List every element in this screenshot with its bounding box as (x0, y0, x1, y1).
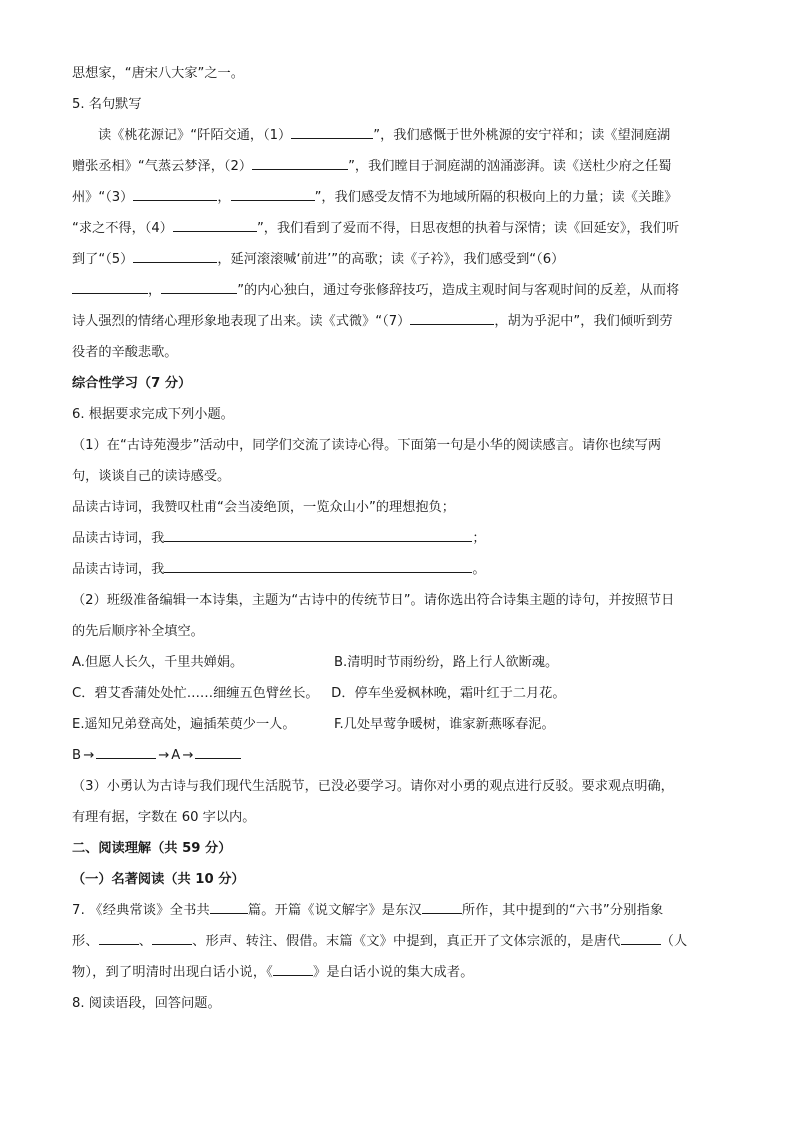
blank-6b[interactable] (161, 279, 237, 294)
blank-6a[interactable] (72, 279, 148, 294)
q7-blank-2[interactable] (422, 899, 462, 914)
q6-p3-line-2: 有理有据，字数在 60 字以内。 (72, 810, 256, 825)
q6-options-row-1 (72, 647, 722, 678)
q7-blank-4[interactable] (152, 930, 192, 945)
q6-p2-line-1: （2）班级准备编辑一本诗集，主题为“古诗中的传统节日”。请你选出符合诗集主题的诗句，并按照节日 (72, 593, 675, 608)
q7-line-2: 形、 、 、形声、转注、假借。末篇《文》中提到，真正开了文体宗派的，是唐代 （人 (72, 926, 722, 957)
option-a: A.但愿人长久，千里共婵娟。 (72, 655, 244, 670)
blank-3b[interactable] (231, 186, 315, 201)
q6-p3-line-1: （3）小勇认为古诗与我们现代生活脱节，已没必要学习。请你对小勇的观点进行反驳。要求观点明确， (72, 779, 674, 794)
q6-sequence: B → → A → (72, 740, 722, 771)
option-d: D．停车坐爱枫林晚，霜叶红于二月花。 (331, 686, 566, 701)
section-heading-reading: 二、阅读理解（共 59 分） (72, 841, 232, 856)
option-e: E.遥知兄弟登高处，遍插茱萸少一人。 (72, 717, 296, 732)
q5-line-8: 役者的辛酸悲歌。 (72, 345, 178, 360)
q7-line-3: 物），到了明清时出现白话小说，《 》是白话小说的集大成者。 (72, 957, 722, 988)
q6-options-row-2 (72, 678, 722, 709)
q7-blank-5[interactable] (621, 930, 661, 945)
arrow-icon: → (182, 748, 194, 763)
arrow-icon: → (83, 748, 95, 763)
sequence-blank-2[interactable] (195, 744, 241, 759)
section-heading-comprehensive: 综合性学习（7 分） (72, 376, 192, 391)
q5-title: 5. 名句默写 (72, 97, 142, 112)
blank-7[interactable] (410, 310, 494, 325)
q6-fill-1: 品读古诗词，我 ； (72, 523, 722, 554)
option-b: B.清明时节雨纷纷，路上行人欲断魂。 (334, 655, 559, 670)
q5-line-3: 州》“（3） ， ”，我们感受友情不为地域所隔的积极向上的力量；读《关雎》 (72, 182, 722, 213)
option-c: C．碧艾香蒲处处忙……细缠五色臂丝长。 (72, 686, 319, 701)
sequence-blank-1[interactable] (96, 744, 156, 759)
arrow-icon: → (158, 748, 170, 763)
q8-title: 8. 阅读语段，回答问题。 (72, 996, 221, 1011)
q4-tail: 思想家，“唐宋八大家”之一。 (72, 66, 244, 81)
q6-example: 品读古诗词，我赞叹杜甫“会当凌绝顶，一览众山小”的理想抱负； (72, 500, 455, 515)
q7-blank-6[interactable] (273, 961, 313, 976)
q7-blank-3[interactable] (99, 930, 139, 945)
blank-2[interactable] (252, 155, 348, 170)
q6-title: 6. 根据要求完成下列小题。 (72, 407, 234, 422)
q6-fill-2: 品读古诗词，我 。 (72, 554, 722, 585)
q6-options-row-3 (72, 709, 722, 740)
option-f: F.几处早莺争暖树，谁家新燕啄春泥。 (334, 717, 555, 732)
q5-line-5: 到了“（5） ，延河滚滚喊‘前进’”的高歌；读《子衿》，我们感受到“（6） (72, 244, 722, 275)
blank-5[interactable] (133, 248, 217, 263)
blank-4[interactable] (173, 217, 257, 232)
answer-line-2[interactable] (164, 558, 472, 573)
q7-blank-1[interactable] (210, 899, 248, 914)
answer-line-1[interactable] (164, 527, 472, 542)
q5-line-4: “求之不得，（4） ”，我们看到了爱而不得，日思夜想的执着与深情；读《回延安》，我们听 (72, 213, 722, 244)
q6-p1-line-1: （1）在“古诗苑漫步”活动中，同学们交流了读诗心得。下面第一句是小华的阅读感言。请你也续写两 (72, 438, 662, 453)
q5-line-2: 赠张丞相》“气蒸云梦泽，（2） ”，我们瞠目于洞庭湖的汹涌澎湃。读《送杜少府之任蜀 (72, 151, 722, 182)
blank-3a[interactable] (133, 186, 217, 201)
q7-line-1: 7. 《经典常谈》全书共 篇。开篇《说文解字》是东汉 所作，其中提到的“六书”分别指象 (72, 895, 722, 926)
exam-page (72, 58, 722, 1019)
q5-line-6: ， ”的内心独白，通过夸张修辞技巧，造成主观时间与客观时间的反差，从而将 (72, 275, 722, 306)
q5-line-1: 读《桃花源记》“阡陌交通，（1） ”，我们感慨于世外桃源的安宁祥和；读《望洞庭湖 (72, 120, 722, 151)
subsection-heading-classics: （一）名著阅读（共 10 分） (72, 872, 245, 887)
q5-line-7: 诗人强烈的情绪心理形象地表现了出来。读《式微》“（7） ，胡为乎泥中”，我们倾听到劳 (72, 306, 722, 337)
q6-p1-line-2: 句，谈谈自己的读诗感受。 (72, 469, 231, 484)
q6-p2-line-2: 的先后顺序补全填空。 (72, 624, 204, 639)
blank-1[interactable] (291, 124, 373, 139)
